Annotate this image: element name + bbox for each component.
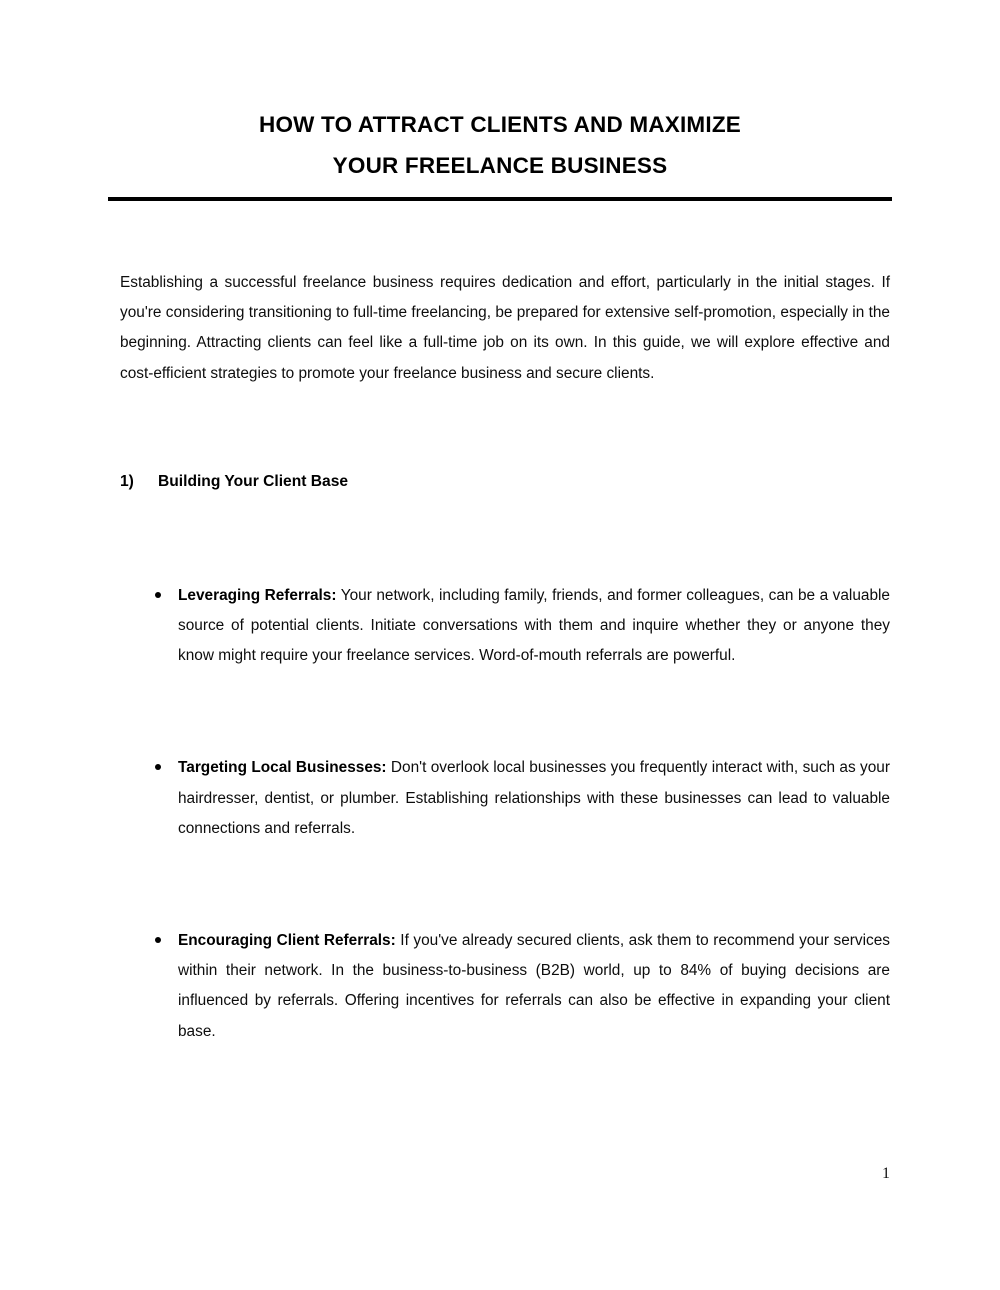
list-item	[120, 753, 890, 844]
intro-paragraph: Establishing a successful freelance business requires dedication and effort, particularly in the initial stages. If you're considering transitioning to full-time freelancing, be prepared for extensive self-promotion, especially in the beginning. Attracting clients can feel like a full-time job on its own. In this guide, we will explore effective and cost-efficient strategies to promote your freelance business and secure clients.	[120, 274, 890, 382]
title-line-2: YOUR FREELANCE BUSINESS	[332, 153, 668, 178]
title-line-1: HOW TO ATTRACT CLIENTS AND MAXIMIZE	[259, 112, 741, 137]
bullet-body: Don't overlook local businesses you frequently interact with, such as your hairdresser, dentist, or plumber. Establishing relationships with these businesses can lead to valuable connections and referrals.	[178, 759, 890, 837]
bullet-lead-in: Leveraging Referrals:	[178, 586, 337, 604]
section-heading-label: Building Your Client Base	[158, 472, 349, 490]
bullet-body: Your network, including family, friends, and former colleagues, can be a valuable source of potential clients. Initiate conversations with them and inquire whether they or anyone they know might require your freelance services. Word-of-mouth referrals are powerful.	[178, 586, 890, 665]
spacer-after-intro	[120, 389, 890, 467]
list-item	[120, 926, 890, 1047]
section-number: 1)	[120, 472, 134, 490]
list-item	[120, 581, 890, 672]
title-divider-rule	[108, 197, 892, 201]
bullet-point-icon	[155, 764, 161, 770]
bullet-point-icon	[155, 592, 161, 598]
bullet-lead-in: Encouraging Client Referrals:	[178, 932, 396, 950]
document-title	[108, 104, 892, 186]
bullet-body: If you've already secured clients, ask them to recommend your services within their network. In the business-to-business (B2B) world, up to 84% of buying decisions are influenced by referrals. Offering incentives for referrals can also be effective in expanding your client base.	[178, 932, 890, 1040]
page-number: 1	[882, 1165, 890, 1182]
document-body	[120, 268, 890, 1047]
section-heading-building-your-client-base	[120, 467, 890, 497]
bullet-list	[120, 581, 890, 1047]
bullet-lead-in: Targeting Local Businesses:	[178, 759, 387, 777]
spacer-after-heading	[120, 497, 890, 581]
bullet-point-icon	[155, 937, 161, 943]
